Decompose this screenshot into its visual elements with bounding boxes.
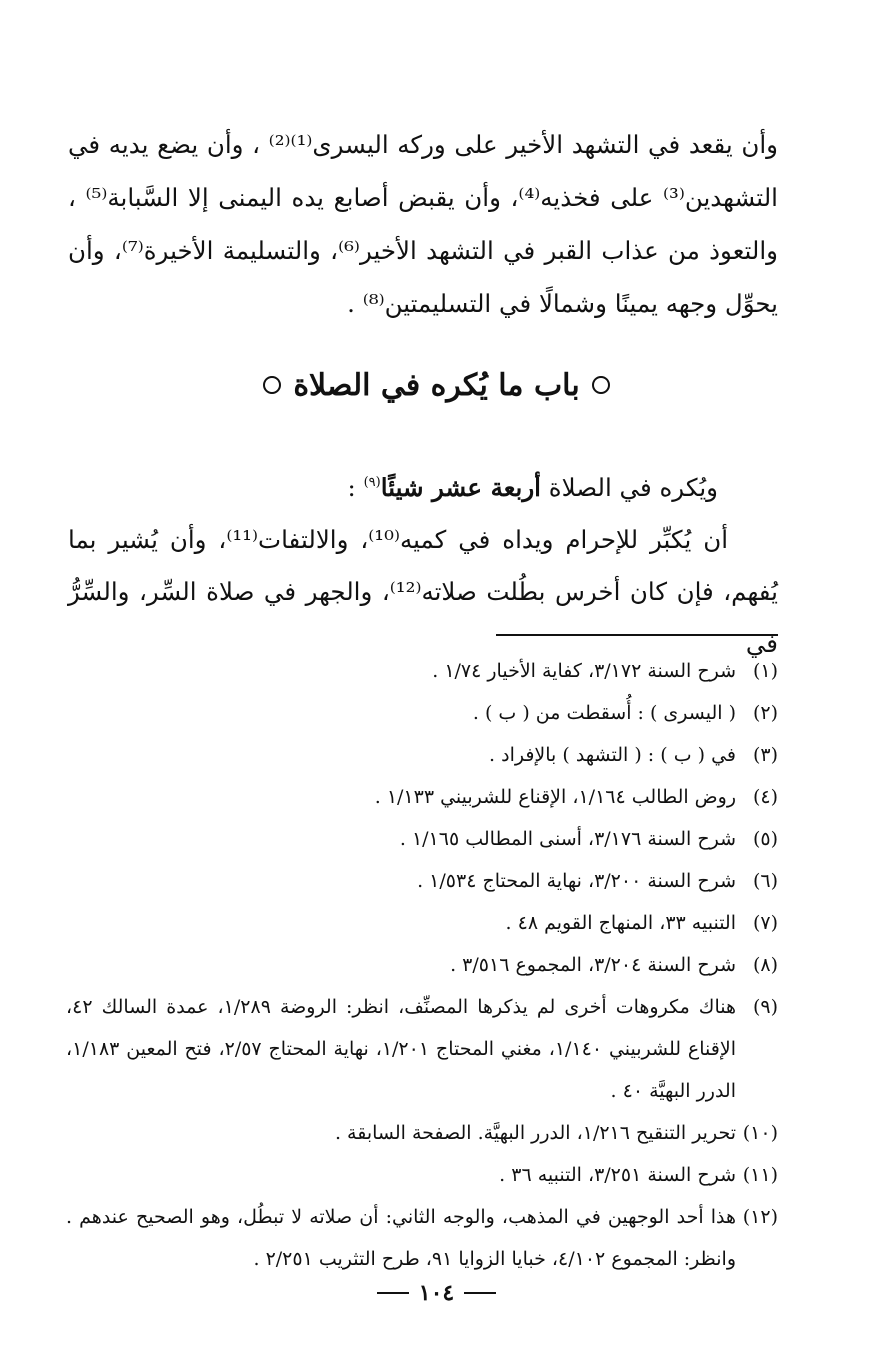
footnote-text: شرح السنة ٣/١٧٢، كفاية الأخيار ١/٧٤ . [432,660,736,682]
footnote-text: التنبيه ٣٣، المنهاج القويم ٤٨ . [505,912,736,934]
footnote-text: في ( ب ) : ( التشهد ) بالإفراد . [489,744,736,766]
footnote-number: (٧) [752,912,778,934]
footnote-text: ( اليسرى ) : أُسقطت من ( ب ) . [472,702,736,724]
footnote-text: هذا أحد الوجهين في المذهب، والوجه الثاني: أن صلاته لا تبطُل، وهو الصحيح عندهم . وانظر: المجموع ٤/١٠٢، خبايا الزوايا ٩١، طرح التثريب ٢/٢٥١ . [66,1206,736,1270]
footnote [66,1112,778,1154]
intro-footnote-ref: (٩) [363,475,381,490]
page-number-text: ١٠٤ [418,1280,455,1306]
paragraph-1: وأن يقعد في التشهد الأخير على وركه اليسرى⁽¹⁾⁽²⁾ ، وأن يضع يديه في التشهدين⁽³⁾ على فخذيه⁽⁴⁾، وأن يقبض أصابع يده اليمنى إلا السَّبابة⁽⁵⁾ ، والتعوذ من عذاب القبر في التشهد الأخير⁽⁶⁾، والتسليمة الأخيرة⁽⁷⁾، وأن يحوِّل وجهه يمينًا وشمالًا في التسليمتين⁽⁸⁾ . [68,130,779,318]
intro-lead: ويُكره في الصلاة [548,473,718,502]
footnote-number: (٢) [752,702,778,724]
section-intro [68,462,778,514]
section-heading [0,360,873,410]
footnote [66,650,778,692]
footnote-text: روض الطالب ١/١٦٤، الإقناع للشربيني ١/١٣٣ . [374,786,736,808]
footnote [66,986,778,1112]
footnote [66,944,778,986]
footnote-number: (٩) [752,996,778,1018]
footnotes [66,650,778,1280]
circle-ornament-icon [263,376,281,394]
section-heading-text: باب ما يُكره في الصلاة [293,367,580,403]
footnote-number: (٣) [752,744,778,766]
circle-ornament-icon [592,376,610,394]
footnote [66,818,778,860]
footnote [66,860,778,902]
page-number [0,1278,873,1308]
footnote-text: شرح السنة ٣/١٧٦، أسنى المطالب ١/١٦٥ . [399,828,736,850]
intro-bold: أربعة عشر شيئًا [380,473,541,502]
footnote-number: (٦) [752,870,778,892]
footnote-number: (١٠) [742,1122,778,1144]
footnote [66,776,778,818]
body-text-top [68,118,778,330]
footnote-separator [496,634,778,636]
footnote-number: (١١) [742,1164,778,1186]
footnote-number: (٤) [752,786,778,808]
footnote-number: (٥) [752,828,778,850]
footnote [66,734,778,776]
footnote-text: تحرير التنقيح ١/٢١٦، الدرر البهيَّة. الصفحة السابقة . [334,1122,736,1144]
dash-ornament [377,1292,409,1294]
footnote-number: (٨) [752,954,778,976]
section-body [68,462,778,670]
footnote-text: شرح السنة ٣/٢٠٠، نهاية المحتاج ١/٥٣٤ . [417,870,736,892]
footnote [66,692,778,734]
footnote-text: شرح السنة ٣/٢٥١، التنبيه ٣٦ . [499,1164,736,1186]
footnote [66,902,778,944]
intro-tail: : [347,473,364,502]
footnote-text: هناك مكروهات أخرى لم يذكرها المصنِّف، انظر: الروضة ١/٢٨٩، عمدة السالك ٤٢، الإقناع للشربيني ١/١٤٠، مغني المحتاج ١/٢٠١، نهاية المحتاج ٢/٥٧، فتح المعين ١/١٨٣، الدرر البهيَّة ٤٠ . [66,996,736,1102]
footnote-text: شرح السنة ٣/٢٠٤، المجموع ٣/٥١٦ . [450,954,736,976]
dash-ornament [464,1292,496,1294]
footnote-number: (١٢) [742,1206,778,1228]
footnote-number: (١) [752,660,778,682]
footnote [66,1196,778,1280]
footnote [66,1154,778,1196]
paragraph-2: أن يُكبِّر للإحرام ويداه في كميه⁽¹⁰⁾، والالتفات⁽¹¹⁾، وأن يُشير بما يُفهم، فإن كان أخرس بطُلت صلاته⁽¹²⁾، والجهر في صلاة السِّر، والسِّرُّ في [68,525,778,658]
